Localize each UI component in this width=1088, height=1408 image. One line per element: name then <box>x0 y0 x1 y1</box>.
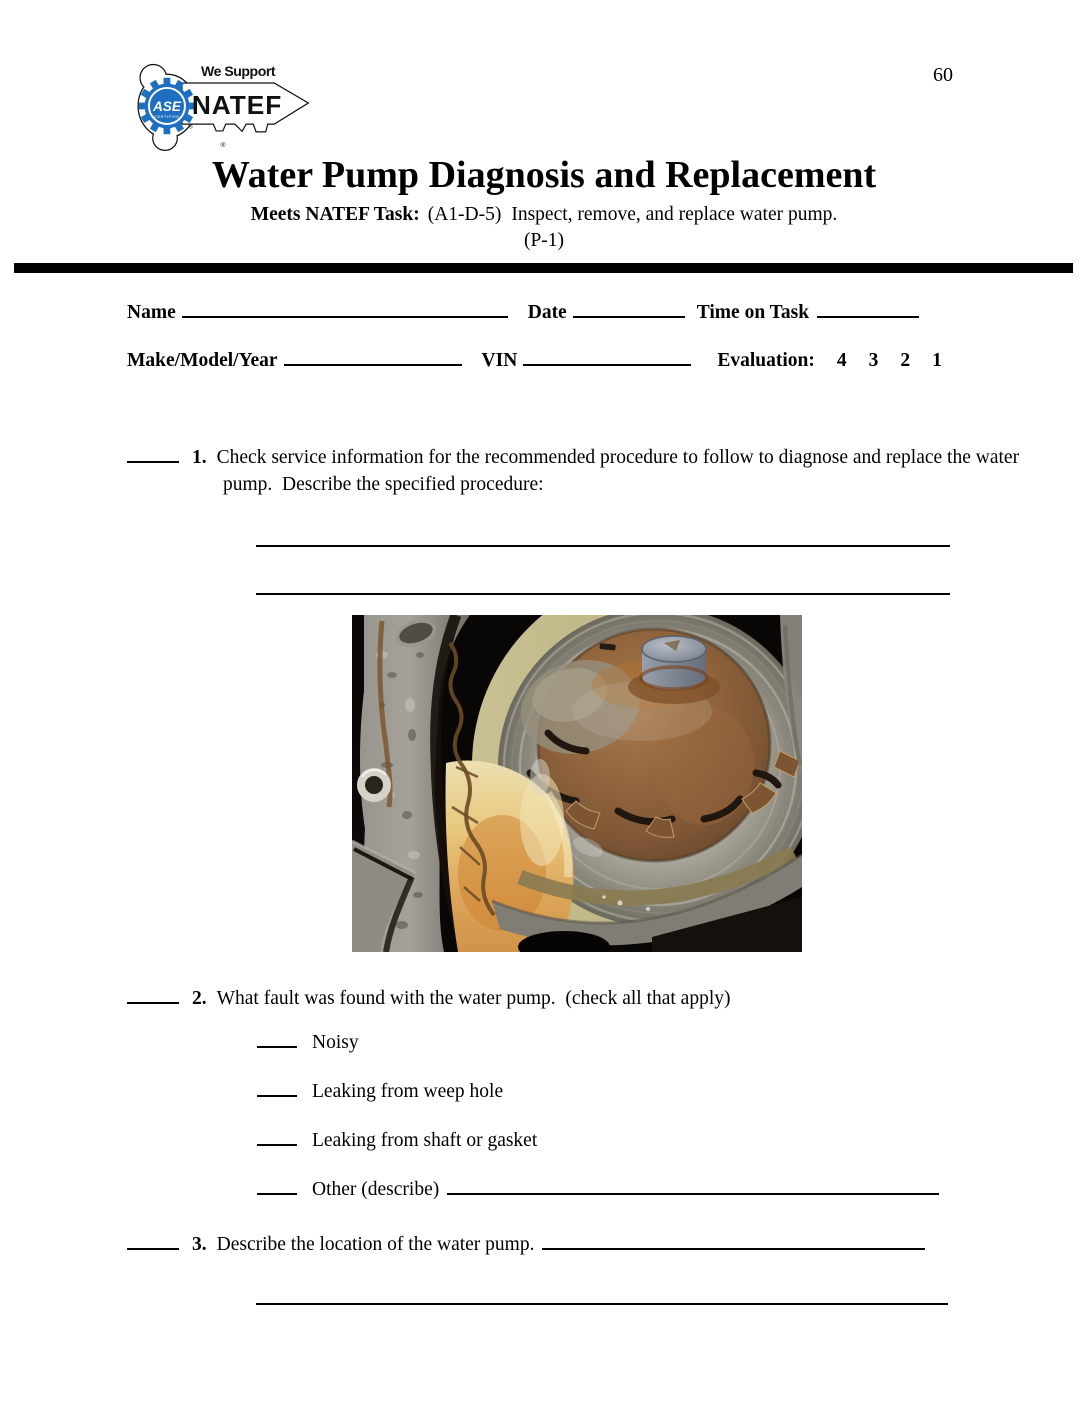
answer-line-1 <box>256 545 950 547</box>
question-1 <box>127 444 1053 498</box>
evaluation-score-4: 4 <box>836 350 847 371</box>
date-label: Date <box>527 302 567 323</box>
evaluation-score-3: 3 <box>868 350 879 371</box>
question-3-number: 3. <box>192 1234 207 1255</box>
question-3-score-line <box>127 1248 179 1250</box>
time-on-task-field-line <box>817 316 919 318</box>
question-1-text: Check service information for the recommended procedure to follow to diagnose and replace the water pump. Describe the specified procedure: <box>216 447 1024 495</box>
evaluation-score-1: 1 <box>932 350 942 371</box>
time-on-task-label: Time on Task <box>696 302 810 323</box>
make-model-year-label: Make/Model/Year <box>127 350 278 371</box>
option-noisy <box>257 1032 359 1054</box>
question-2-score-line <box>127 1002 179 1004</box>
info-row-2 <box>127 350 942 372</box>
page-title: Water Pump Diagnosis and Replacement <box>211 154 877 196</box>
question-3-text: Describe the location of the water pump. <box>216 1234 535 1255</box>
date-field-line <box>573 316 685 318</box>
name-label: Name <box>127 302 176 323</box>
question-3 <box>127 1231 1088 1258</box>
vin-field-line <box>523 364 691 366</box>
checkbox-line-other <box>257 1193 297 1195</box>
task-label: Meets NATEF Task: <box>250 204 420 225</box>
gear-registered-mark: ® <box>188 124 193 131</box>
option-other <box>257 1179 939 1201</box>
question-1-score-line <box>127 461 179 463</box>
certified-text: CERTIFIED <box>154 114 180 120</box>
question-2-text: What fault was found with the water pump. (check all that apply) <box>216 988 731 1009</box>
natef-task-line <box>0 204 1088 226</box>
natef-key-icon <box>128 56 313 154</box>
question-2 <box>127 985 1088 1012</box>
checkbox-line-noisy <box>257 1046 297 1048</box>
page-number: 60 <box>933 64 953 86</box>
checkbox-line-shaft-gasket <box>257 1144 297 1146</box>
checkbox-line-weep-hole <box>257 1095 297 1097</box>
task-description: Inspect, remove, and replace water pump. <box>511 204 838 225</box>
task-code: (A1-D-5) <box>427 204 502 225</box>
question-2-number: 2. <box>192 988 207 1009</box>
option-leaking-shaft-gasket <box>257 1130 537 1152</box>
header-divider <box>14 263 1073 273</box>
answer-line-2 <box>256 593 950 595</box>
option-label-shaft-gasket: Leaking from shaft or gasket <box>312 1130 538 1151</box>
answer-line-3 <box>256 1303 948 1305</box>
vin-label: VIN <box>481 350 518 371</box>
evaluation-label: Evaluation: <box>717 350 815 371</box>
corroded-water-pump-image <box>352 615 802 952</box>
priority-rating: (P-1) <box>523 230 565 251</box>
natef-text: NATEF <box>191 89 283 120</box>
key-registered-mark: ® <box>220 141 226 149</box>
pump-photo <box>352 615 802 952</box>
we-support-text: We Support <box>201 62 276 79</box>
natef-logo <box>128 56 313 154</box>
question-1-number: 1. <box>192 447 207 468</box>
option-label-other: Other (describe) <box>312 1179 440 1200</box>
make-model-year-field-line <box>284 364 462 366</box>
info-row-1 <box>127 302 919 324</box>
question-3-answer-line <box>542 1248 925 1250</box>
option-label-noisy: Noisy <box>312 1032 359 1053</box>
name-field-line <box>182 316 508 318</box>
evaluation-score-2: 2 <box>900 350 911 371</box>
option-leaking-weep-hole <box>257 1081 503 1103</box>
ase-text: ASE <box>152 98 181 114</box>
option-label-weep-hole: Leaking from weep hole <box>312 1081 504 1102</box>
other-describe-line <box>447 1193 939 1195</box>
